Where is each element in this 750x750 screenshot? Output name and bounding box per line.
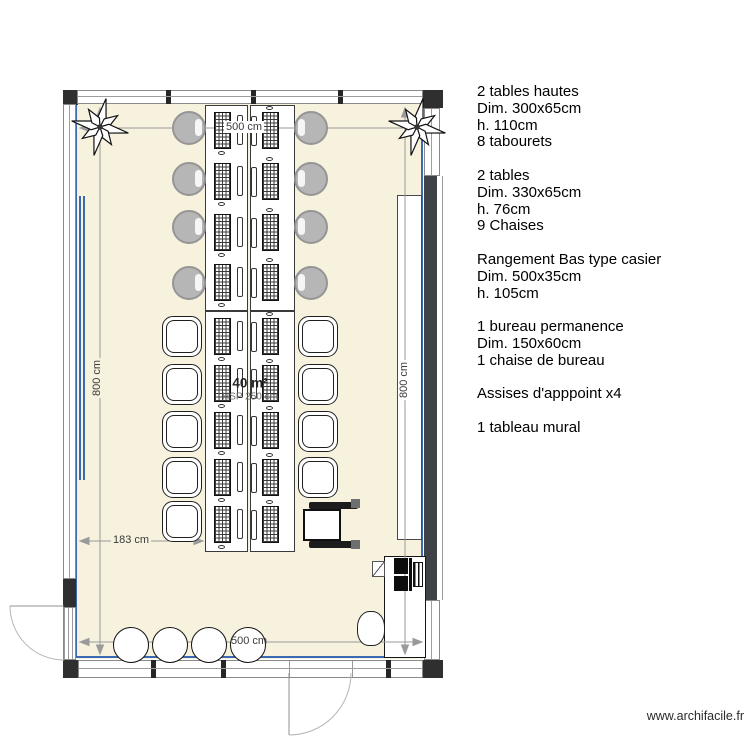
dim-label-top: 500 cm	[225, 121, 263, 133]
spare-seat	[152, 627, 188, 663]
chair	[162, 411, 202, 452]
stool	[294, 111, 328, 145]
place-setting-icon	[214, 214, 231, 251]
ceiling-height-label: HSP 250 cm	[222, 391, 278, 403]
tray-icon	[251, 167, 257, 197]
stool	[294, 210, 328, 244]
cup-icon	[266, 500, 273, 504]
cup-icon	[266, 208, 273, 212]
office-chair	[357, 611, 385, 646]
door-swing-left	[10, 606, 64, 660]
spare-seat	[113, 627, 149, 663]
legend-line: h. 105cm	[477, 284, 539, 302]
place-setting-icon	[214, 412, 231, 449]
tray-icon	[251, 218, 257, 248]
place-setting-icon	[262, 318, 279, 355]
dim-label-left: 800 cm	[91, 359, 103, 397]
chair	[162, 316, 202, 357]
legend-line: Assises d'apppoint x4	[477, 385, 622, 403]
cup-icon	[218, 404, 225, 408]
door-swing-bottom	[289, 673, 351, 735]
dim-label-right: 800 cm	[398, 361, 410, 399]
cup-icon	[266, 406, 273, 410]
legend-line: 1 chaise de bureau	[477, 351, 605, 369]
wheelchair-seat	[303, 509, 341, 541]
cup-icon	[218, 202, 225, 206]
legend-group	[477, 252, 747, 302]
watermark-link[interactable]: www.archifacile.fr	[646, 709, 744, 723]
tray-icon	[251, 268, 257, 298]
legend-line: Dim. 150x60cm	[477, 334, 582, 352]
legend-line: Dim. 330x65cm	[477, 183, 582, 201]
legend-line: h. 110cm	[477, 116, 538, 134]
cup-icon	[218, 498, 225, 502]
tray-icon	[237, 267, 243, 297]
legend-group	[477, 420, 747, 437]
cup-icon	[218, 253, 225, 257]
cup-icon	[218, 451, 225, 455]
stool	[294, 162, 328, 196]
computer-icon	[394, 558, 408, 574]
wheelchair-handle	[351, 540, 360, 549]
legend-group	[477, 84, 747, 151]
legend-group	[477, 168, 747, 235]
tray-icon	[251, 510, 257, 540]
chair	[298, 316, 338, 357]
cup-icon	[266, 258, 273, 262]
stool	[294, 266, 328, 300]
tray-icon	[237, 321, 243, 351]
legend-line: Rangement Bas type casier	[477, 250, 662, 268]
place-setting-icon	[262, 412, 279, 449]
place-setting-icon	[214, 264, 231, 301]
place-setting-icon	[262, 459, 279, 496]
place-setting-icon	[262, 112, 279, 149]
legend-line: Dim. 500x35cm	[477, 267, 582, 285]
stool	[172, 210, 206, 244]
tray-icon	[237, 217, 243, 247]
stool	[172, 266, 206, 300]
cup-icon	[266, 453, 273, 457]
legend-group	[477, 319, 747, 369]
place-setting-icon	[262, 163, 279, 200]
stool	[172, 162, 206, 196]
desk-accessory-icon	[372, 561, 385, 577]
computer-icon	[409, 558, 412, 591]
legend-line: 1 tableau mural	[477, 418, 581, 436]
tray-icon	[237, 509, 243, 539]
cup-icon	[218, 151, 225, 155]
plant-icon	[388, 98, 447, 157]
cup-icon	[266, 359, 273, 363]
legend-line: 8 tabourets	[477, 133, 553, 151]
chair	[162, 457, 202, 498]
cup-icon	[218, 357, 225, 361]
place-setting-icon	[214, 163, 231, 200]
tray-icon	[237, 415, 243, 445]
wheelchair-handle	[351, 499, 360, 508]
tray-icon	[237, 166, 243, 196]
cup-icon	[266, 106, 273, 110]
tray-icon	[251, 463, 257, 493]
cup-icon	[266, 157, 273, 161]
chair	[162, 364, 202, 405]
chair	[298, 364, 338, 405]
legend-line: 2 tables	[477, 166, 530, 184]
place-setting-icon	[262, 264, 279, 301]
dim-label-table-offset: 183 cm	[112, 534, 150, 546]
place-setting-icon	[262, 214, 279, 251]
legend-line: 1 bureau permanence	[477, 318, 624, 336]
legend-group	[477, 386, 747, 403]
legend-line: h. 76cm	[477, 200, 531, 218]
legend-line: Dim. 300x65cm	[477, 99, 582, 117]
legend-line: 2 tables hautes	[477, 83, 579, 100]
chair	[298, 411, 338, 452]
tray-icon	[251, 416, 257, 446]
computer-icon	[394, 576, 408, 591]
cup-icon	[218, 303, 225, 307]
legend-line: 9 Chaises	[477, 217, 544, 235]
place-setting-icon	[262, 506, 279, 543]
place-setting-icon	[214, 459, 231, 496]
chair	[162, 501, 202, 542]
spare-seat	[191, 627, 227, 663]
stool	[172, 111, 206, 145]
cup-icon	[266, 312, 273, 316]
room-area-label: 40 m²	[232, 375, 268, 391]
tray-icon	[251, 322, 257, 352]
legend	[477, 84, 747, 454]
chair	[298, 457, 338, 498]
keyboard-icon	[413, 562, 423, 587]
dim-label-bottom: 500 cm	[230, 635, 268, 647]
tray-icon	[237, 462, 243, 492]
cup-icon	[218, 545, 225, 549]
place-setting-icon	[214, 506, 231, 543]
place-setting-icon	[214, 318, 231, 355]
